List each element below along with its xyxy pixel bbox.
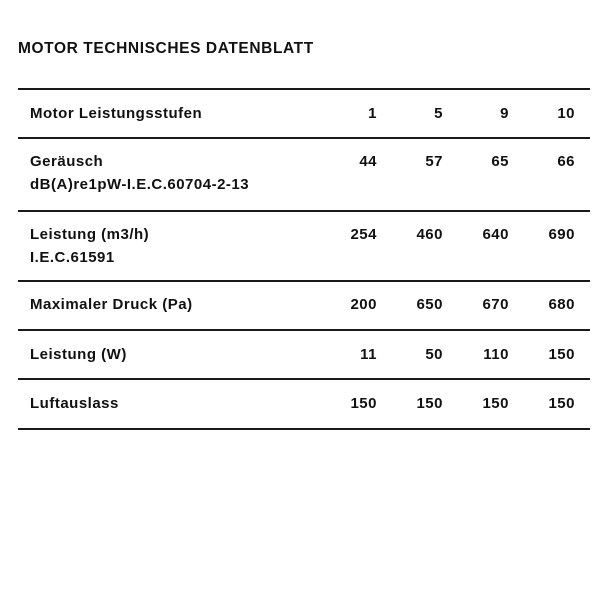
row-label: Motor Leistungsstufen — [30, 105, 203, 122]
row-label — [30, 223, 149, 269]
cell-value: 460 — [416, 226, 443, 243]
cell-value: 50 — [425, 346, 443, 363]
cell-value: 9 — [500, 105, 509, 122]
table-row-geraeusch — [18, 139, 590, 212]
row-label: Leistung (W) — [30, 346, 127, 363]
cell-value: 110 — [483, 346, 509, 363]
cell-value: 680 — [548, 296, 575, 313]
page-title: MOTOR TECHNISCHES DATENBLATT — [18, 40, 314, 57]
cell-value: 11 — [360, 346, 377, 363]
row-label: Luftauslass — [30, 395, 119, 412]
spec-table — [18, 88, 590, 430]
row-label-sub: dB(A)re1pW-I.E.C.60704-2-13 — [30, 176, 250, 193]
cell-value: 650 — [416, 296, 443, 313]
row-label-main: Geräusch — [30, 153, 104, 170]
cell-value: 44 — [359, 153, 377, 170]
cell-value: 150 — [548, 346, 575, 363]
table-row-luftauslass — [18, 380, 590, 430]
table-row-leistungsstufen — [18, 90, 590, 139]
row-label-sub: I.E.C.61591 — [30, 249, 115, 266]
cell-value: 150 — [548, 395, 575, 412]
table-row-maximaler-druck — [18, 282, 590, 331]
cell-value: 66 — [557, 153, 575, 170]
cell-value: 10 — [557, 105, 575, 122]
cell-value: 200 — [350, 296, 377, 313]
table-row-leistung-m3h — [18, 212, 590, 282]
cell-value: 5 — [434, 105, 443, 122]
cell-value: 1 — [368, 105, 377, 122]
row-label: Maximaler Druck (Pa) — [30, 296, 193, 313]
table-row-leistung-w — [18, 331, 590, 380]
cell-value: 640 — [482, 226, 509, 243]
row-label — [30, 150, 249, 196]
cell-value: 65 — [491, 153, 509, 170]
cell-value: 57 — [425, 153, 443, 170]
cell-value: 254 — [350, 226, 377, 243]
cell-value: 690 — [548, 226, 575, 243]
cell-value: 670 — [482, 296, 509, 313]
cell-value: 150 — [350, 395, 377, 412]
cell-value: 150 — [482, 395, 509, 412]
row-label-main: Leistung (m3/h) — [30, 226, 150, 243]
cell-value: 150 — [416, 395, 443, 412]
